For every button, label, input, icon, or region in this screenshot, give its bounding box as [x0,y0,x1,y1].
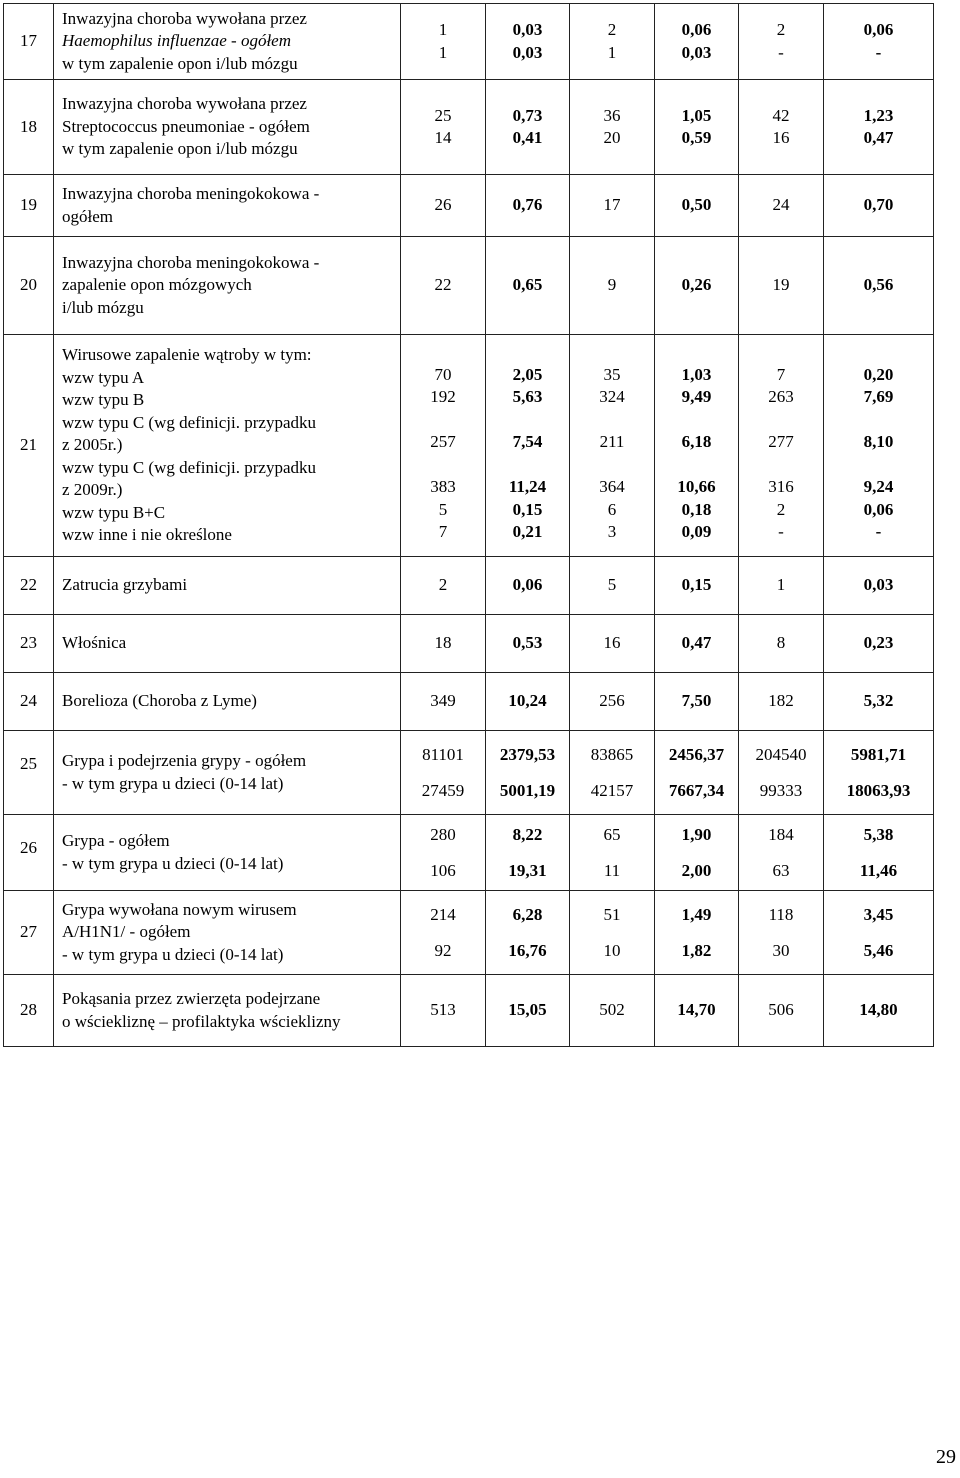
value-cell: 0,06 [486,557,570,615]
value-cell: 5,32 [824,673,934,731]
value-cell: 11,46 [859,860,898,880]
value-cell: 106 [430,860,456,880]
value-cell: 42 [772,105,790,125]
value-cell: 30 [772,940,790,960]
table-row [4,891,934,975]
value-cell: 10,66 [677,477,716,496]
value-cell: 0,03 [681,42,712,62]
value-cell: 211 [599,432,625,451]
disease-statistics-table [3,3,934,1047]
row-number: 28 [4,975,54,1047]
row-number: 22 [4,557,54,615]
value-cell: 263 [768,387,794,406]
value-cell: 63 [772,860,790,880]
value-cell: 1,49 [681,904,712,924]
row-label: Zatrucia grzybami [54,557,401,615]
value-cell: 99333 [759,780,803,800]
value-cell: 5001,19 [499,780,556,800]
value-cell: 277 [768,432,794,451]
value-cell: 502 [570,975,655,1047]
value-cell: 18 [401,615,486,673]
value-cell: 7667,34 [668,780,725,800]
row-label: Pokąsania przez zwierzęta podejrzane o wściekliznę – profilaktyka wścieklizny [54,975,401,1047]
value-cell: 0,06 [681,20,712,39]
value-cell: 118 [768,904,794,924]
value-cell: 1 [438,20,448,39]
value-cell: 5,63 [512,387,543,406]
row-label: Inwazyjna choroba wywołana przez Haemophilus influenzae - ogółem w tym zapalenie opon i/lub mózgu [54,4,401,80]
row-number: 24 [4,673,54,731]
value-cell: 14 [434,128,452,147]
value-cell: 42157 [590,780,634,800]
value-cell: 6,28 [512,904,543,924]
value-cell: 14,70 [655,975,739,1047]
page-number: 29 [936,1446,956,1468]
row-label: Inwazyjna choroba meningokokowa - ogółem [54,175,401,237]
value-cell: 349 [401,673,486,731]
value-cell: 0,56 [824,237,934,335]
value-cell: 364 [599,477,625,496]
value-cell: 8,10 [863,432,894,451]
value-cell: 19 [739,237,824,335]
row-number: 27 [4,891,54,975]
row-label: Włośnica [54,615,401,673]
value-cell: 70 [434,364,452,384]
table-row [4,557,934,615]
row-label: Inwazyjna choroba meningokokowa - zapalenie opon mózgowych i/lub mózgu [54,237,401,335]
row-number: 18 [4,80,54,175]
row-label: Wirusowe zapalenie wątroby w tym: wzw typu A wzw typu B wzw typu C (wg definicji. przypadku z 2005r.) wzw typu C (wg definicji. przypadku z 2009r.) wzw typu B+C wzw inne i nie określone [54,335,401,557]
value-cell: 316 [768,477,794,496]
value-cell: 280 [430,824,456,844]
value-cell: 506 [739,975,824,1047]
value-cell: 0,03 [512,42,543,62]
value-cell: 9,49 [681,387,712,406]
row-label: Inwazyjna choroba wywołana przez Streptococcus pneumoniae - ogółem w tym zapalenie opon i/lub mózgu [54,80,401,175]
value-cell: 5,38 [863,824,894,844]
value-cell: 0,41 [512,128,543,147]
table-row [4,615,934,673]
value-cell: 9,24 [863,477,894,496]
value-cell: 0,03 [512,20,543,39]
value-cell: 182 [739,673,824,731]
row-number: 23 [4,615,54,673]
value-cell: 0,15 [655,557,739,615]
value-cell: 65 [603,824,621,844]
value-cell: 20 [603,128,621,147]
value-cell: 36 [603,105,621,125]
value-cell: 16 [570,615,655,673]
value-cell: 26 [401,175,486,237]
value-cell: 5981,71 [850,744,907,764]
value-cell: 0,53 [486,615,570,673]
table-row [4,4,934,80]
value-cell: 2379,53 [499,744,556,764]
value-cell: 0,21 [512,522,543,541]
table-row [4,237,934,335]
value-cell: 7,50 [655,673,739,731]
value-cell: - [778,42,784,62]
value-cell: 0,23 [824,615,934,673]
value-cell: 11,24 [508,477,547,496]
value-cell: 0,50 [655,175,739,237]
value-cell: 81101 [422,744,464,764]
value-cell: 5 [438,499,448,519]
value-cell: 0,70 [824,175,934,237]
value-cell: 14,80 [824,975,934,1047]
value-cell: 2456,37 [668,744,725,764]
value-cell: 35 [603,364,621,384]
value-cell: 0,03 [824,557,934,615]
value-cell: 1,05 [681,105,712,125]
value-cell: 10,24 [486,673,570,731]
value-cell: 51 [603,904,621,924]
value-cell: 2 [607,20,617,39]
value-cell: 257 [430,432,456,451]
value-cell: 2,05 [512,364,543,384]
value-cell: 214 [430,904,456,924]
value-cell: 7 [776,364,786,384]
value-cell: 9 [570,237,655,335]
value-cell: 192 [430,387,456,406]
value-cell: 0,47 [863,128,894,147]
value-cell: 25 [434,105,452,125]
value-cell: 5,46 [863,940,894,960]
value-cell: 16,76 [508,940,547,960]
value-cell: 0,09 [681,522,712,541]
row-number: 20 [4,237,54,335]
value-cell: 16 [772,128,790,147]
value-cell: 0,73 [512,105,543,125]
table-row [4,175,934,237]
value-cell: 7 [438,522,448,541]
value-cell: 256 [570,673,655,731]
row-label: Grypa i podejrzenia grypy - ogółem - w tym grypa u dzieci (0-14 lat) [54,731,401,815]
value-cell: 27459 [421,780,465,800]
value-cell: 0,18 [681,499,712,519]
value-cell: 0,15 [512,499,543,519]
table-row [4,975,934,1047]
row-number: 25 [4,731,54,815]
value-cell: 10 [603,940,621,960]
value-cell: 2 [401,557,486,615]
value-cell: 383 [430,477,456,496]
value-cell: 513 [401,975,486,1047]
value-cell: 1 [739,557,824,615]
table-row [4,335,934,557]
value-cell: - [778,522,784,541]
value-cell: 83865 [590,744,634,764]
value-cell: 8 [739,615,824,673]
value-cell: 7,69 [863,387,894,406]
row-label: Grypa wywołana nowym wirusem A/H1N1/ - ogółem - w tym grypa u dzieci (0-14 lat) [54,891,401,975]
value-cell: 6 [607,499,617,519]
value-cell: 0,65 [486,237,570,335]
value-cell: - [875,522,882,541]
value-cell: 1,90 [681,824,712,844]
value-cell: 19,31 [508,860,547,880]
row-number: 19 [4,175,54,237]
value-cell: 0,26 [655,237,739,335]
value-cell: 184 [768,824,794,844]
value-cell: 324 [599,387,625,406]
value-cell: 204540 [755,744,807,764]
value-cell: 18063,93 [846,780,911,800]
value-cell: 2 [776,499,786,519]
value-cell: - [875,42,882,62]
value-cell: 22 [401,237,486,335]
table-row [4,80,934,175]
row-number: 17 [4,4,54,80]
value-cell: 2 [776,20,786,39]
value-cell: 3,45 [863,904,894,924]
value-cell: 92 [434,940,452,960]
table-row [4,815,934,891]
value-cell: 0,20 [863,364,894,384]
value-cell: 0,76 [486,175,570,237]
value-cell: 17 [570,175,655,237]
value-cell: 1,03 [681,364,712,384]
value-cell: 3 [607,522,617,541]
value-cell: 0,59 [681,128,712,147]
value-cell: 1 [607,42,617,62]
table-row [4,673,934,731]
value-cell: 1 [438,42,448,62]
row-number: 26 [4,815,54,891]
row-number: 21 [4,335,54,557]
value-cell: 11 [603,860,621,880]
value-cell: 7,54 [512,432,543,451]
value-cell: 0,06 [863,20,894,39]
value-cell: 0,06 [863,499,894,519]
row-label: Borelioza (Choroba z Lyme) [54,673,401,731]
value-cell: 24 [739,175,824,237]
value-cell: 8,22 [512,824,543,844]
value-cell: 15,05 [486,975,570,1047]
value-cell: 0,47 [655,615,739,673]
value-cell: 2,00 [681,860,712,880]
value-cell: 1,23 [863,105,894,125]
value-cell: 5 [570,557,655,615]
value-cell: 6,18 [681,432,712,451]
value-cell: 1,82 [681,940,712,960]
table-row [4,731,934,815]
row-label: Grypa - ogółem - w tym grypa u dzieci (0-14 lat) [54,815,401,891]
